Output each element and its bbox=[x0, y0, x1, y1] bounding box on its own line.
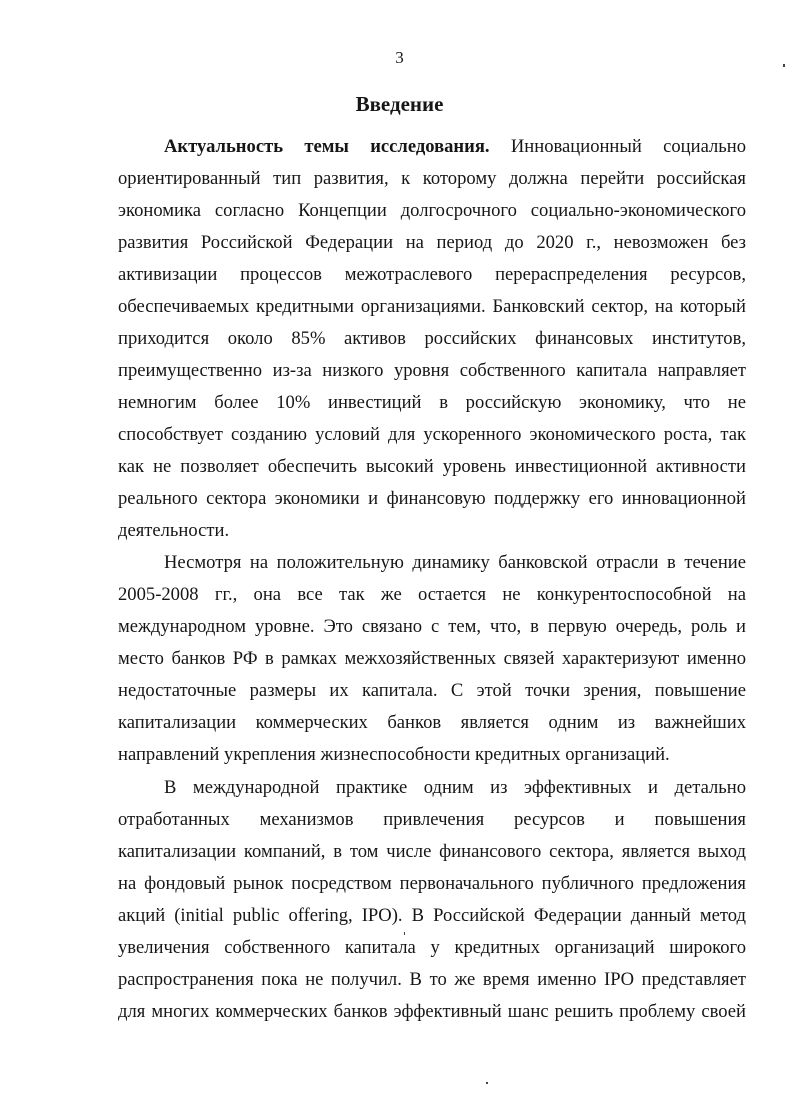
paragraph-3-line-5: акций (initial public offering, IPO). В Российской Федерации данный метод bbox=[118, 905, 746, 926]
scan-speck bbox=[783, 64, 785, 67]
text-span: Инновационный социально bbox=[489, 136, 746, 157]
scan-speck bbox=[486, 1082, 488, 1084]
scan-speck bbox=[404, 932, 405, 935]
paragraph-3-line-6: увеличения собственного капитала у кредитных организаций широкого bbox=[118, 937, 746, 958]
paragraph-2-line-4: место банков РФ в рамках межхозяйственных связей характеризуют именно bbox=[118, 648, 746, 669]
paragraph-3-line-2: отработанных механизмов привлечения ресурсов и повышения bbox=[118, 809, 746, 830]
paragraph-1-line-7: приходится около 85% активов российских финансовых институтов, bbox=[118, 328, 746, 349]
paragraph-2-line-6: капитализации коммерческих банков является одним из важнейших bbox=[118, 712, 746, 733]
paragraph-3-line-4: на фондовый рынок посредством первоначального публичного предложения bbox=[118, 873, 746, 894]
section-heading: Актуальность темы исследования. bbox=[164, 136, 490, 157]
paragraph-1-line-8: преимущественно из-за низкого уровня собственного капитала направляет bbox=[118, 360, 746, 381]
paragraph-2-line-2: 2005-2008 гг., она все так же остается не конкурентоспособной на bbox=[118, 584, 746, 605]
paragraph-1-line-4: развития Российской Федерации на период до 2020 г., невозможен без bbox=[118, 232, 746, 253]
paragraph-1-line-11: как не позволяет обеспечить высокий уровень инвестиционной активности bbox=[118, 456, 746, 477]
paragraph-1-line-13: деятельности. bbox=[118, 520, 230, 541]
paragraph-1-line-1 bbox=[164, 135, 746, 159]
paragraph-1-line-5: активизации процессов межотраслевого перераспределения ресурсов, bbox=[118, 264, 746, 285]
paragraph-1-line-9: немногим более 10% инвестиций в российскую экономику, что не bbox=[118, 392, 746, 413]
paragraph-1-line-12: реального сектора экономики и финансовую поддержку его инновационной bbox=[118, 488, 746, 509]
paragraph-1-line-6: обеспечиваемых кредитными организациями. Банковский сектор, на который bbox=[118, 296, 746, 317]
paragraph-3-line-8: для многих коммерческих банков эффективный шанс решить проблему своей bbox=[118, 1001, 746, 1022]
paragraph-3-line-7: распространения пока не получил. В то же время именно IPO представляет bbox=[118, 969, 746, 990]
page-title: Введение bbox=[355, 92, 444, 116]
paragraph-2-line-5: недостаточные размеры их капитала. С этой точки зрения, повышение bbox=[118, 680, 746, 701]
paragraph-2-line-3: международном уровне. Это связано с тем, что, в первую очередь, роль и bbox=[118, 616, 746, 637]
paragraph-1-line-2: ориентированный тип развития, к которому должна перейти российская bbox=[118, 168, 746, 189]
paragraph-3-line-1: В международной практике одним из эффективных и детально bbox=[164, 777, 746, 798]
paragraph-3-line-3: капитализации компаний, в том числе финансового сектора, является выход bbox=[118, 841, 746, 862]
paragraph-1-line-3: экономика согласно Концепции долгосрочного социально-экономического bbox=[118, 200, 746, 221]
paragraph-2-line-1: Несмотря на положительную динамику банковской отрасли в течение bbox=[164, 552, 746, 573]
paragraph-2-line-7: направлений укрепления жизнеспособности кредитных организаций. bbox=[118, 744, 670, 765]
paragraph-1-line-10: способствует созданию условий для ускоренного экономического роста, так bbox=[118, 424, 746, 445]
page-number: 3 bbox=[395, 48, 404, 67]
